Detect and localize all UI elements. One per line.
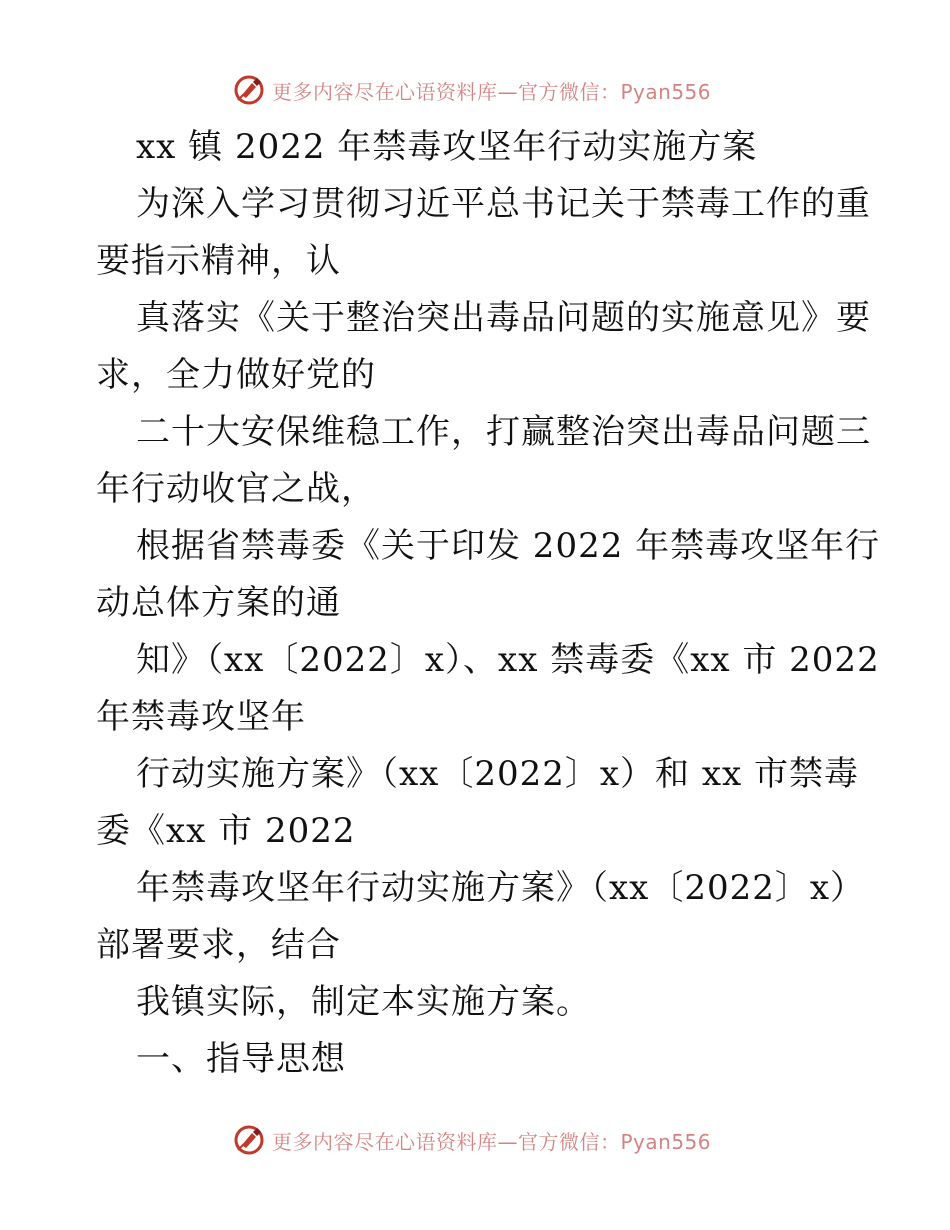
- paragraph-line: 二十大安保维稳工作，打赢整治突出毒品问题三: [136, 412, 871, 452]
- paragraph-line: 年行动收官之战，: [96, 469, 376, 509]
- paragraph-line: 为深入学习贯彻习近平总书记关于禁毒工作的重: [136, 184, 871, 224]
- watermark-text: 更多内容尽在心语资料库—官方微信：Pyan556: [272, 1129, 712, 1154]
- paragraph-line: 要指示精神，认: [96, 241, 341, 281]
- paragraph-line: 知》（xx〔2022〕x）、xx 禁毒委《xx 市 2022: [136, 640, 880, 680]
- paragraph-line: 根据省禁毒委《关于印发 2022 年禁毒攻坚年行: [136, 526, 881, 566]
- paragraph-line: 动总体方案的通: [96, 583, 341, 623]
- paragraph-line: 我镇实际，制定本实施方案。: [136, 982, 591, 1022]
- paragraph-line: 年禁毒攻坚年行动实施方案》（xx〔2022〕x）: [136, 868, 866, 908]
- paragraph-line: 求，全力做好党的: [96, 355, 376, 395]
- paragraph-line: 真落实《关于整治突出毒品问题的实施意见》要: [136, 298, 871, 338]
- paragraph-line: 委《xx 市 2022: [96, 811, 356, 851]
- watermark-logo-icon: [232, 73, 266, 107]
- document-title: xx 镇 2022 年禁毒攻坚年行动实施方案: [136, 127, 758, 167]
- paragraph-line: 年禁毒攻坚年: [96, 697, 306, 737]
- watermark-footer: [232, 1122, 732, 1158]
- paragraph-line: 部署要求，结合: [96, 925, 341, 965]
- watermark-text: 更多内容尽在心语资料库—官方微信：Pyan556: [272, 79, 712, 104]
- paragraph-line: 行动实施方案》（xx〔2022〕x）和 xx 市禁毒: [136, 754, 860, 794]
- watermark-logo-icon: [232, 1123, 266, 1157]
- watermark-header: [232, 72, 732, 108]
- section-heading: 一、指导思想: [136, 1039, 346, 1079]
